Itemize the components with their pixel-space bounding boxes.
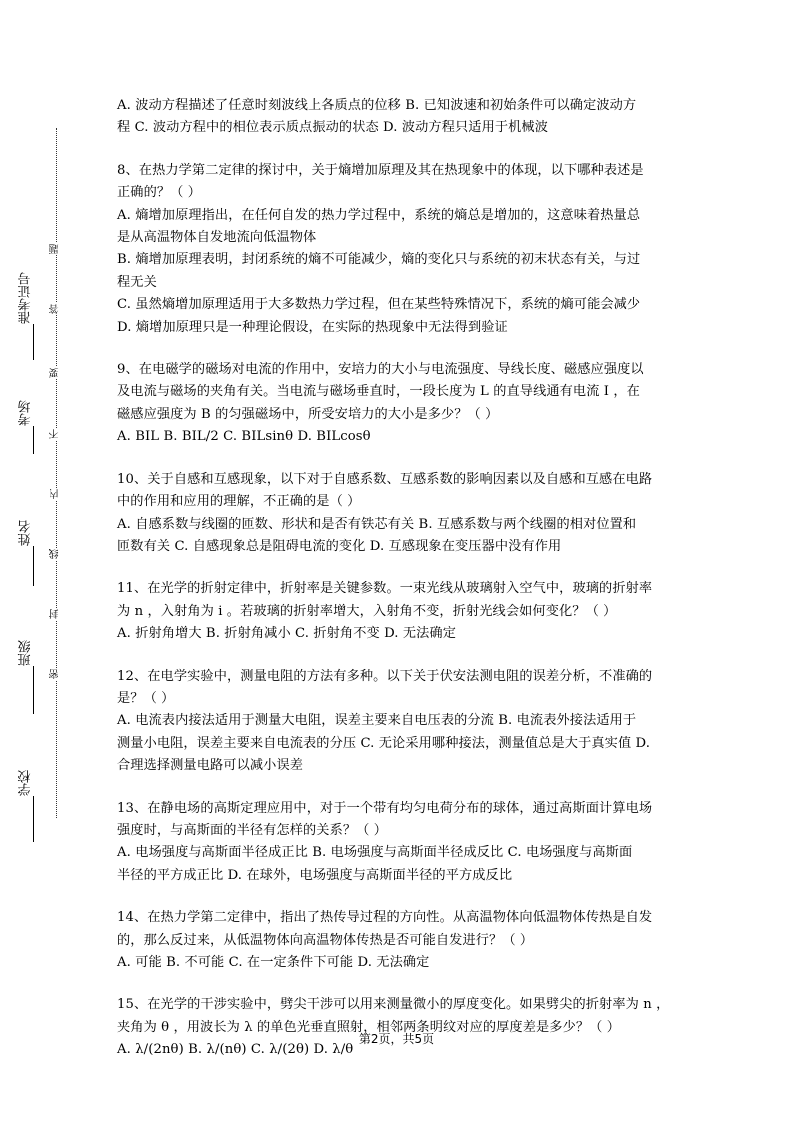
seal-char-nei: 内 [50,489,61,499]
name-label: 姓名 [18,520,34,546]
question-11 [117,578,677,645]
question-line: 强度时，与高斯面的半径有怎样的关系？（ ） [117,822,388,838]
question-13 [117,798,677,888]
question-line: 14、在热力学第二定律中，指出了热传导过程的方向性。从高温物体向低温物体传热是自发 [117,910,653,926]
question-line: 12、在电学实验中，测量电阻的方法有多种。以下关于伏安法测电阻的误差分析，不准确的 [117,668,653,684]
exam-room-field[interactable] [19,400,34,454]
question-list [117,95,677,1082]
school-blank[interactable] [19,796,34,842]
seal-char-bu: 不 [50,429,61,439]
question-line: A. 波动方程描述了任意时刻波线上各质点的位移 B. 已知波速和初始条件可以确定波动方 [117,98,637,113]
class-field[interactable] [19,640,34,714]
question-line: 9、在电磁学的磁场对电流的作用中，安培力的大小与电流强度、导线长度、磁感应强度以 [117,362,644,378]
question-14 [117,907,677,974]
admission-number-field[interactable] [19,272,34,360]
seal-char-yao: 要 [50,368,61,378]
question-line: 8、在热力学第二定律的探讨中，关于熵增加原理及其在热现象中的体现，以下哪种表述是 [117,162,644,178]
question-line: 程 C. 波动方程中的相位表示质点振动的状态 D. 波动方程只适用于机械波 [117,120,549,136]
binding-margin [0,0,90,1122]
school-label: 学校 [18,770,34,796]
question-line: 13、在静电场的高斯定理应用中，对于一个带有均匀电荷分布的球体，通过高斯面计算电场 [117,800,653,816]
question-line: 及电流与磁场的夹角有关。当电流与磁场垂直时，一段长度为 L 的直导线通有电流 I ，在 [117,384,640,400]
question-line: A. λ/(2nθ) B. λ/(nθ) C. λ/(2θ) D. λ/θ [117,1042,354,1058]
question-12 [117,666,677,778]
question-line: B. 熵增加原理表明，封闭系统的熵不可能减少，熵的变化只与系统的初末状态有关，与过 [117,252,641,268]
seal-char-xian: 线 [50,549,61,559]
question-line: 程无关 [117,274,157,290]
question-line: 是？（ ） [117,690,175,706]
question-line: C. 虽然熵增加原理适用于大多数热力学过程，但在某些特殊情况下，系统的熵可能会减少 [117,297,641,313]
question-line: 测量小电阻，误差主要来自电流表的分压 C. 无论采用哪种接法，测量值总是大于真实值 D. [117,735,651,751]
name-field[interactable] [19,520,34,586]
school-field[interactable] [19,770,34,842]
question-line: D. 熵增加原理只是一种理论假设，在实际的热现象中无法得到验证 [117,319,508,335]
question-line: A. 可能 B. 不可能 C. 在一定条件下可能 D. 无法确定 [117,955,430,970]
seal-char-da: 答 [50,304,61,314]
name-blank[interactable] [19,546,34,586]
seal-char-mi: 密 [50,669,61,679]
question-line: 半径的平方成正比 D. 在球外，电场强度与高斯面半径的平方成反比 [117,867,513,883]
exam-room-label: 考场 [18,400,34,426]
page-number: 第2页，共5页 [358,1032,435,1046]
class-blank[interactable] [19,666,34,714]
admission-number-blank[interactable] [19,324,34,360]
question-line: 10、关于自感和互感现象，以下对于自感系数、互感系数的影响因素以及自感和互感在电路 [117,471,653,487]
seal-char-feng: 封 [50,609,61,619]
question-line: 合理选择测量电路可以减小误差 [117,758,304,774]
question-line: 夹角为 θ ，用波长为 λ 的单色光垂直照射，相邻两条明纹对应的厚度差是多少？（ ） [117,1019,621,1035]
question-line: A. 电场强度与高斯面半径成正比 B. 电场强度与高斯面半径成反比 C. 电场强度与高斯面 [117,845,633,861]
question-15 [117,994,677,1061]
question-7-options [117,95,677,140]
question-line: 匝数有关 C. 自感现象总是阻碍电流的变化 D. 互感现象在变压器中没有作用 [117,538,562,554]
question-line: 15、在光学的干涉实验中，劈尖干涉可以用来测量微小的厚度变化。如果劈尖的折射率为 n ， [117,997,670,1013]
admission-number-label: 准考证号 [18,272,34,324]
question-line: A. 折射角增大 B. 折射角减小 C. 折射角不变 D. 无法确定 [117,626,457,642]
question-line: A. 自感系数与线圈的匝数、形状和是否有铁芯有关 B. 互感系数与两个线圈的相对位置和 [117,516,637,532]
question-line: 11、在光学的折射定律中，折射率是关键参数。一束光线从玻璃射入空气中，玻璃的折射率 [117,581,653,597]
seal-dotted-line [56,128,57,818]
exam-room-blank[interactable] [19,426,34,454]
question-line: A. BIL B. BIL/2 C. BILsinθ D. BILcosθ [117,429,371,445]
question-line: 磁感应强度为 B 的匀强磁场中，所受安培力的大小是多少？（ ） [117,406,499,422]
question-8 [117,160,677,339]
seal-char-ti: 题 [50,244,61,254]
question-line: 的，那么反过来，从低温物体向高温物体传热是否可能自发进行？（ ） [117,932,534,948]
question-line: 为 n ，入射角为 i 。若玻璃的折射率增大，入射角不变，折射光线会如何变化？（ ） [117,603,617,619]
question-line: A. 熵增加原理指出，在任何自发的热力学过程中，系统的熵总是增加的，这意味着热量总 [117,207,641,223]
question-9 [117,359,677,449]
question-line: A. 电流表内接法适用于测量大电阻，误差主要来自电压表的分流 B. 电流表外接法适用于 [117,713,637,729]
question-10 [117,469,677,559]
question-line: 中的作用和应用的理解，不正确的是（ ） [117,494,361,510]
question-line: 正确的？（ ） [117,185,202,201]
question-line: 是从高温物体自发地流向低温物体 [117,230,317,246]
class-label: 班级 [18,640,34,666]
